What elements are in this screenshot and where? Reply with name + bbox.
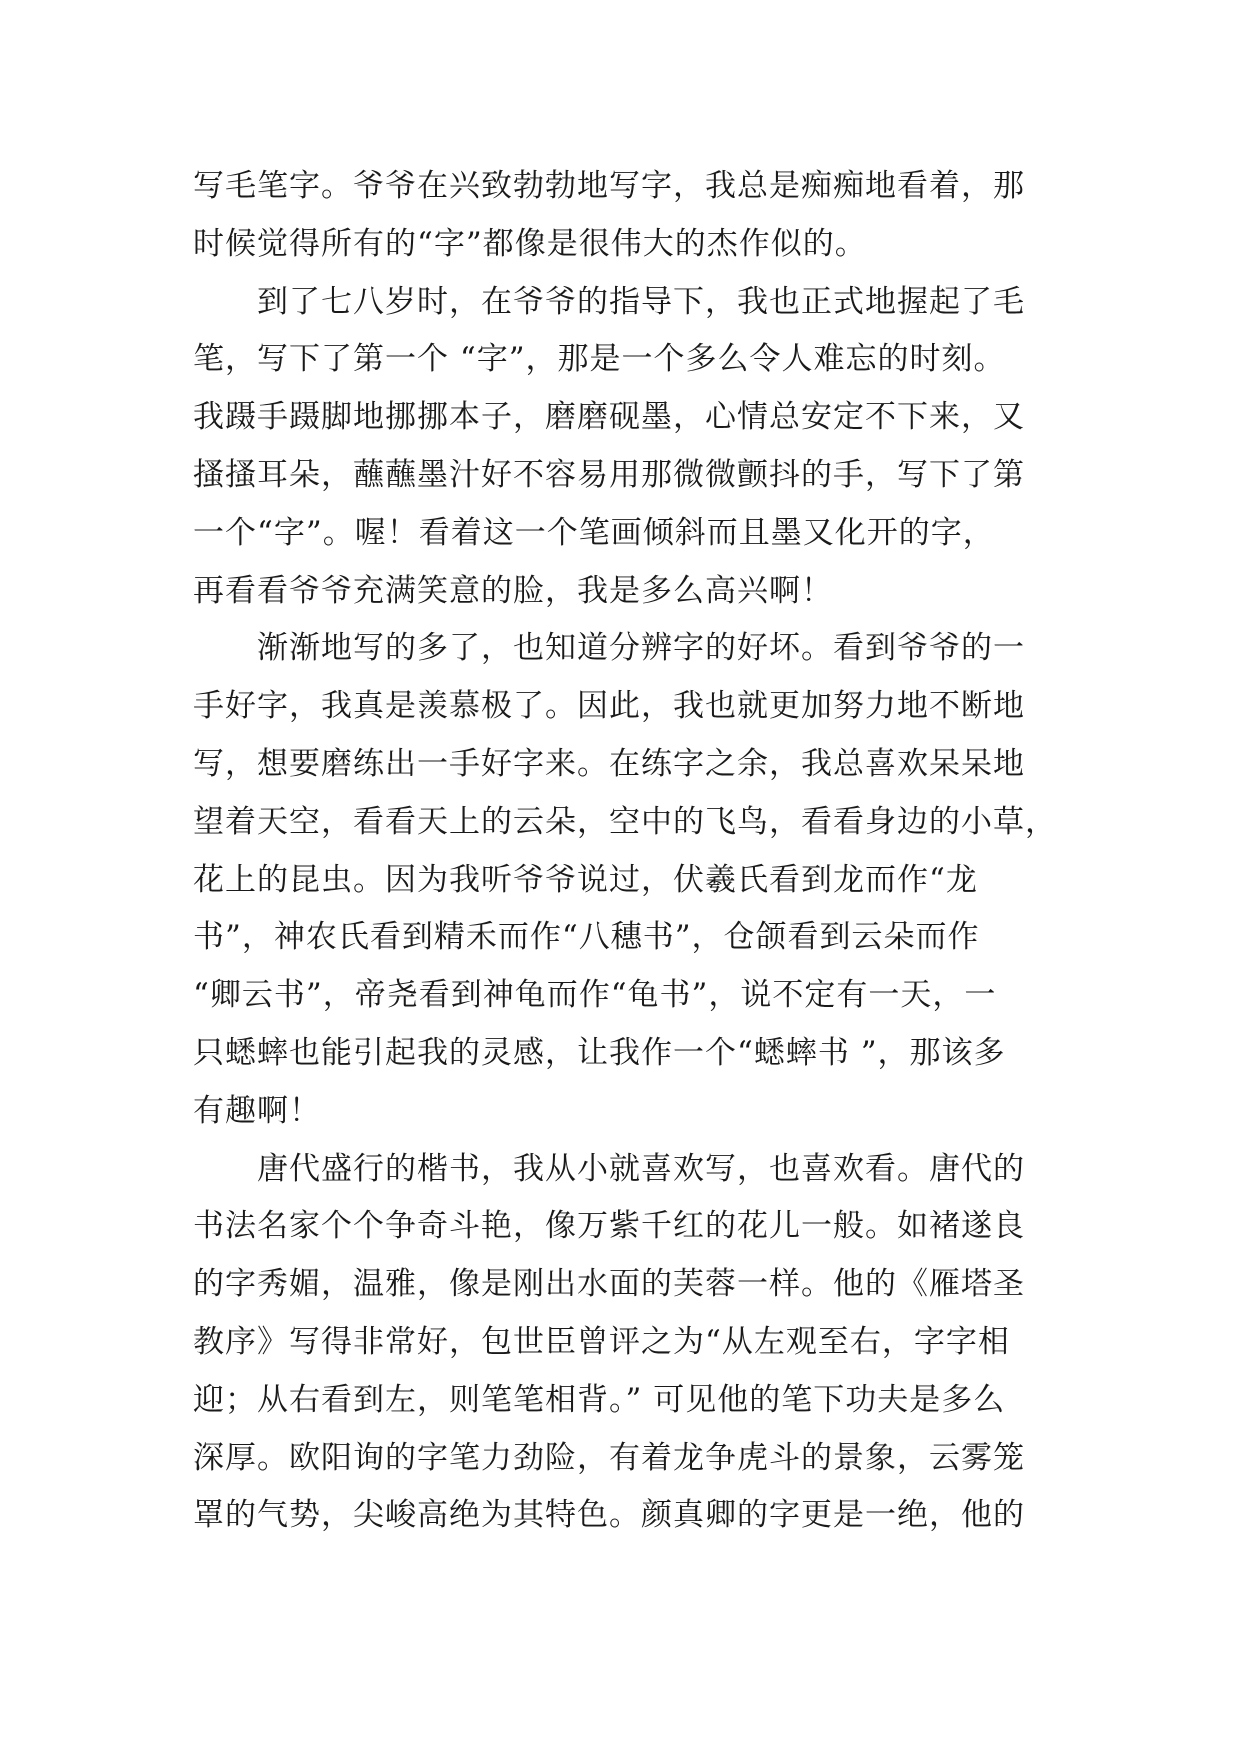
text-line: 我蹑手蹑脚地挪挪本子，磨磨砚墨，心情总安定不下来，又 (193, 399, 1025, 436)
text-line: 有趣啊！ (193, 1092, 321, 1129)
text-line: 搔搔耳朵，蘸蘸墨汁好不容易用那微微颤抖的手，写下了第 (193, 456, 1025, 493)
text-line: 再看看爷爷充满笑意的脸，我是多么高兴啊！ (193, 572, 833, 609)
text-line: 书法名家个个争奇斗艳，像万紫千红的花儿一般。如褚遂良 (193, 1208, 1025, 1245)
paragraph-start-line: 唐代盛行的楷书，我从小就喜欢写，也喜欢看。唐代的 (257, 1150, 1025, 1187)
paragraph-start-line: 渐渐地写的多了，也知道分辨字的好坏。看到爷爷的一 (257, 630, 1025, 667)
body-text (193, 158, 1073, 1545)
text-line: 罩的气势，尖峻高绝为其特色。颜真卿的字更是一绝，他的 (193, 1497, 1025, 1534)
text-line: 教序》写得非常好，包世臣曾评之为“从左观至右，字字相 (193, 1323, 1010, 1360)
text-line: 手好字，我真是羡慕极了。因此，我也就更加努力地不断地 (193, 688, 1025, 725)
text-line: 写，想要磨练出一手好字来。在练字之余，我总喜欢呆呆地 (193, 745, 1025, 782)
text-line: 笔，写下了第一个 “字”，那是一个多么令人难忘的时刻。 (193, 341, 1006, 378)
text-line: “卿云书”，帝尧看到神龟而作“龟书”，说不定有一天，一 (193, 977, 997, 1014)
text-line: 的字秀媚，温雅，像是刚出水面的芙蓉一样。他的《雁塔圣 (193, 1266, 1025, 1303)
text-line: 写毛笔字。爷爷在兴致勃勃地写字，我总是痴痴地看着，那 (193, 168, 1025, 204)
text-line: 花上的昆虫。因为我听爷爷说过，伏羲氏看到龙而作“龙 (193, 861, 978, 898)
text-line: 迎；从右看到左，则笔笔相背。” 可见他的笔下功夫是多么 (193, 1381, 1006, 1418)
text-line: 深厚。欧阳询的字笔力劲险，有着龙争虎斗的景象，云雾笼 (193, 1439, 1025, 1476)
text-line: 书”，神农氏看到精禾而作“八穗书”，仓颌看到云朵而作 (193, 919, 980, 956)
text-line: 时候觉得所有的“字”都像是很伟大的杰作似的。 (193, 225, 867, 262)
text-line: 望着天空，看看天上的云朵，空中的飞鸟，看看身边的小草， (193, 803, 1057, 840)
text-line: 只蟋蟀也能引起我的灵感，让我作一个“蟋蟀书 ”，那该多 (193, 1034, 1006, 1071)
text-line: 一个“字”。喔！看着这一个笔画倾斜而且墨又化开的字， (193, 514, 995, 551)
paragraph-start-line: 到了七八岁时，在爷爷的指导下，我也正式地握起了毛 (257, 283, 1025, 320)
